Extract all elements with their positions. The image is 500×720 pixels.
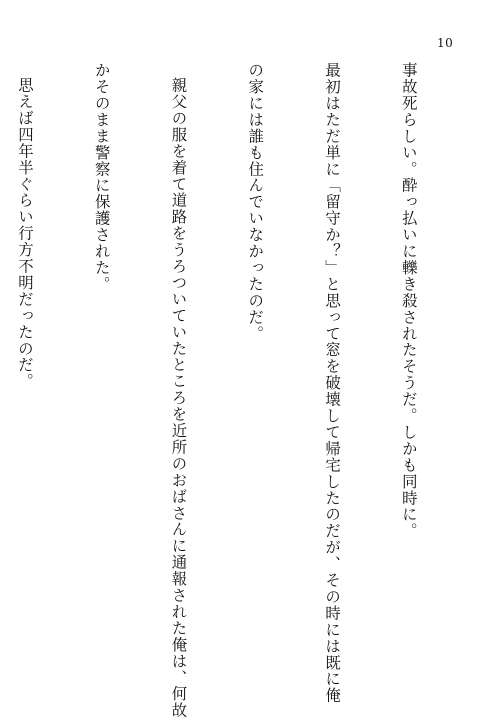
text-line: 最初はただ単に「留守か？」と思って窓を破壊して帰宅したのだが、その時には既に俺 xyxy=(323,62,342,704)
text-line: 親父の服を着て道路をうろついていたところを近所のおばさんに通報された俺は、何故 xyxy=(169,77,188,719)
text-line: かそのまま警察に保護された。 xyxy=(92,62,111,293)
text-line: 事故死らしい。酔っ払いに轢き殺されたそうだ。しかも同時に。 xyxy=(399,62,418,540)
vertical-text-body xyxy=(15,62,472,719)
text-line: 思えば四年半ぐらい行方不明だったのだ。 xyxy=(15,77,34,390)
text-line: の家には誰も住んでいなかったのだ。 xyxy=(246,62,265,342)
page-number: 10 xyxy=(437,36,454,50)
